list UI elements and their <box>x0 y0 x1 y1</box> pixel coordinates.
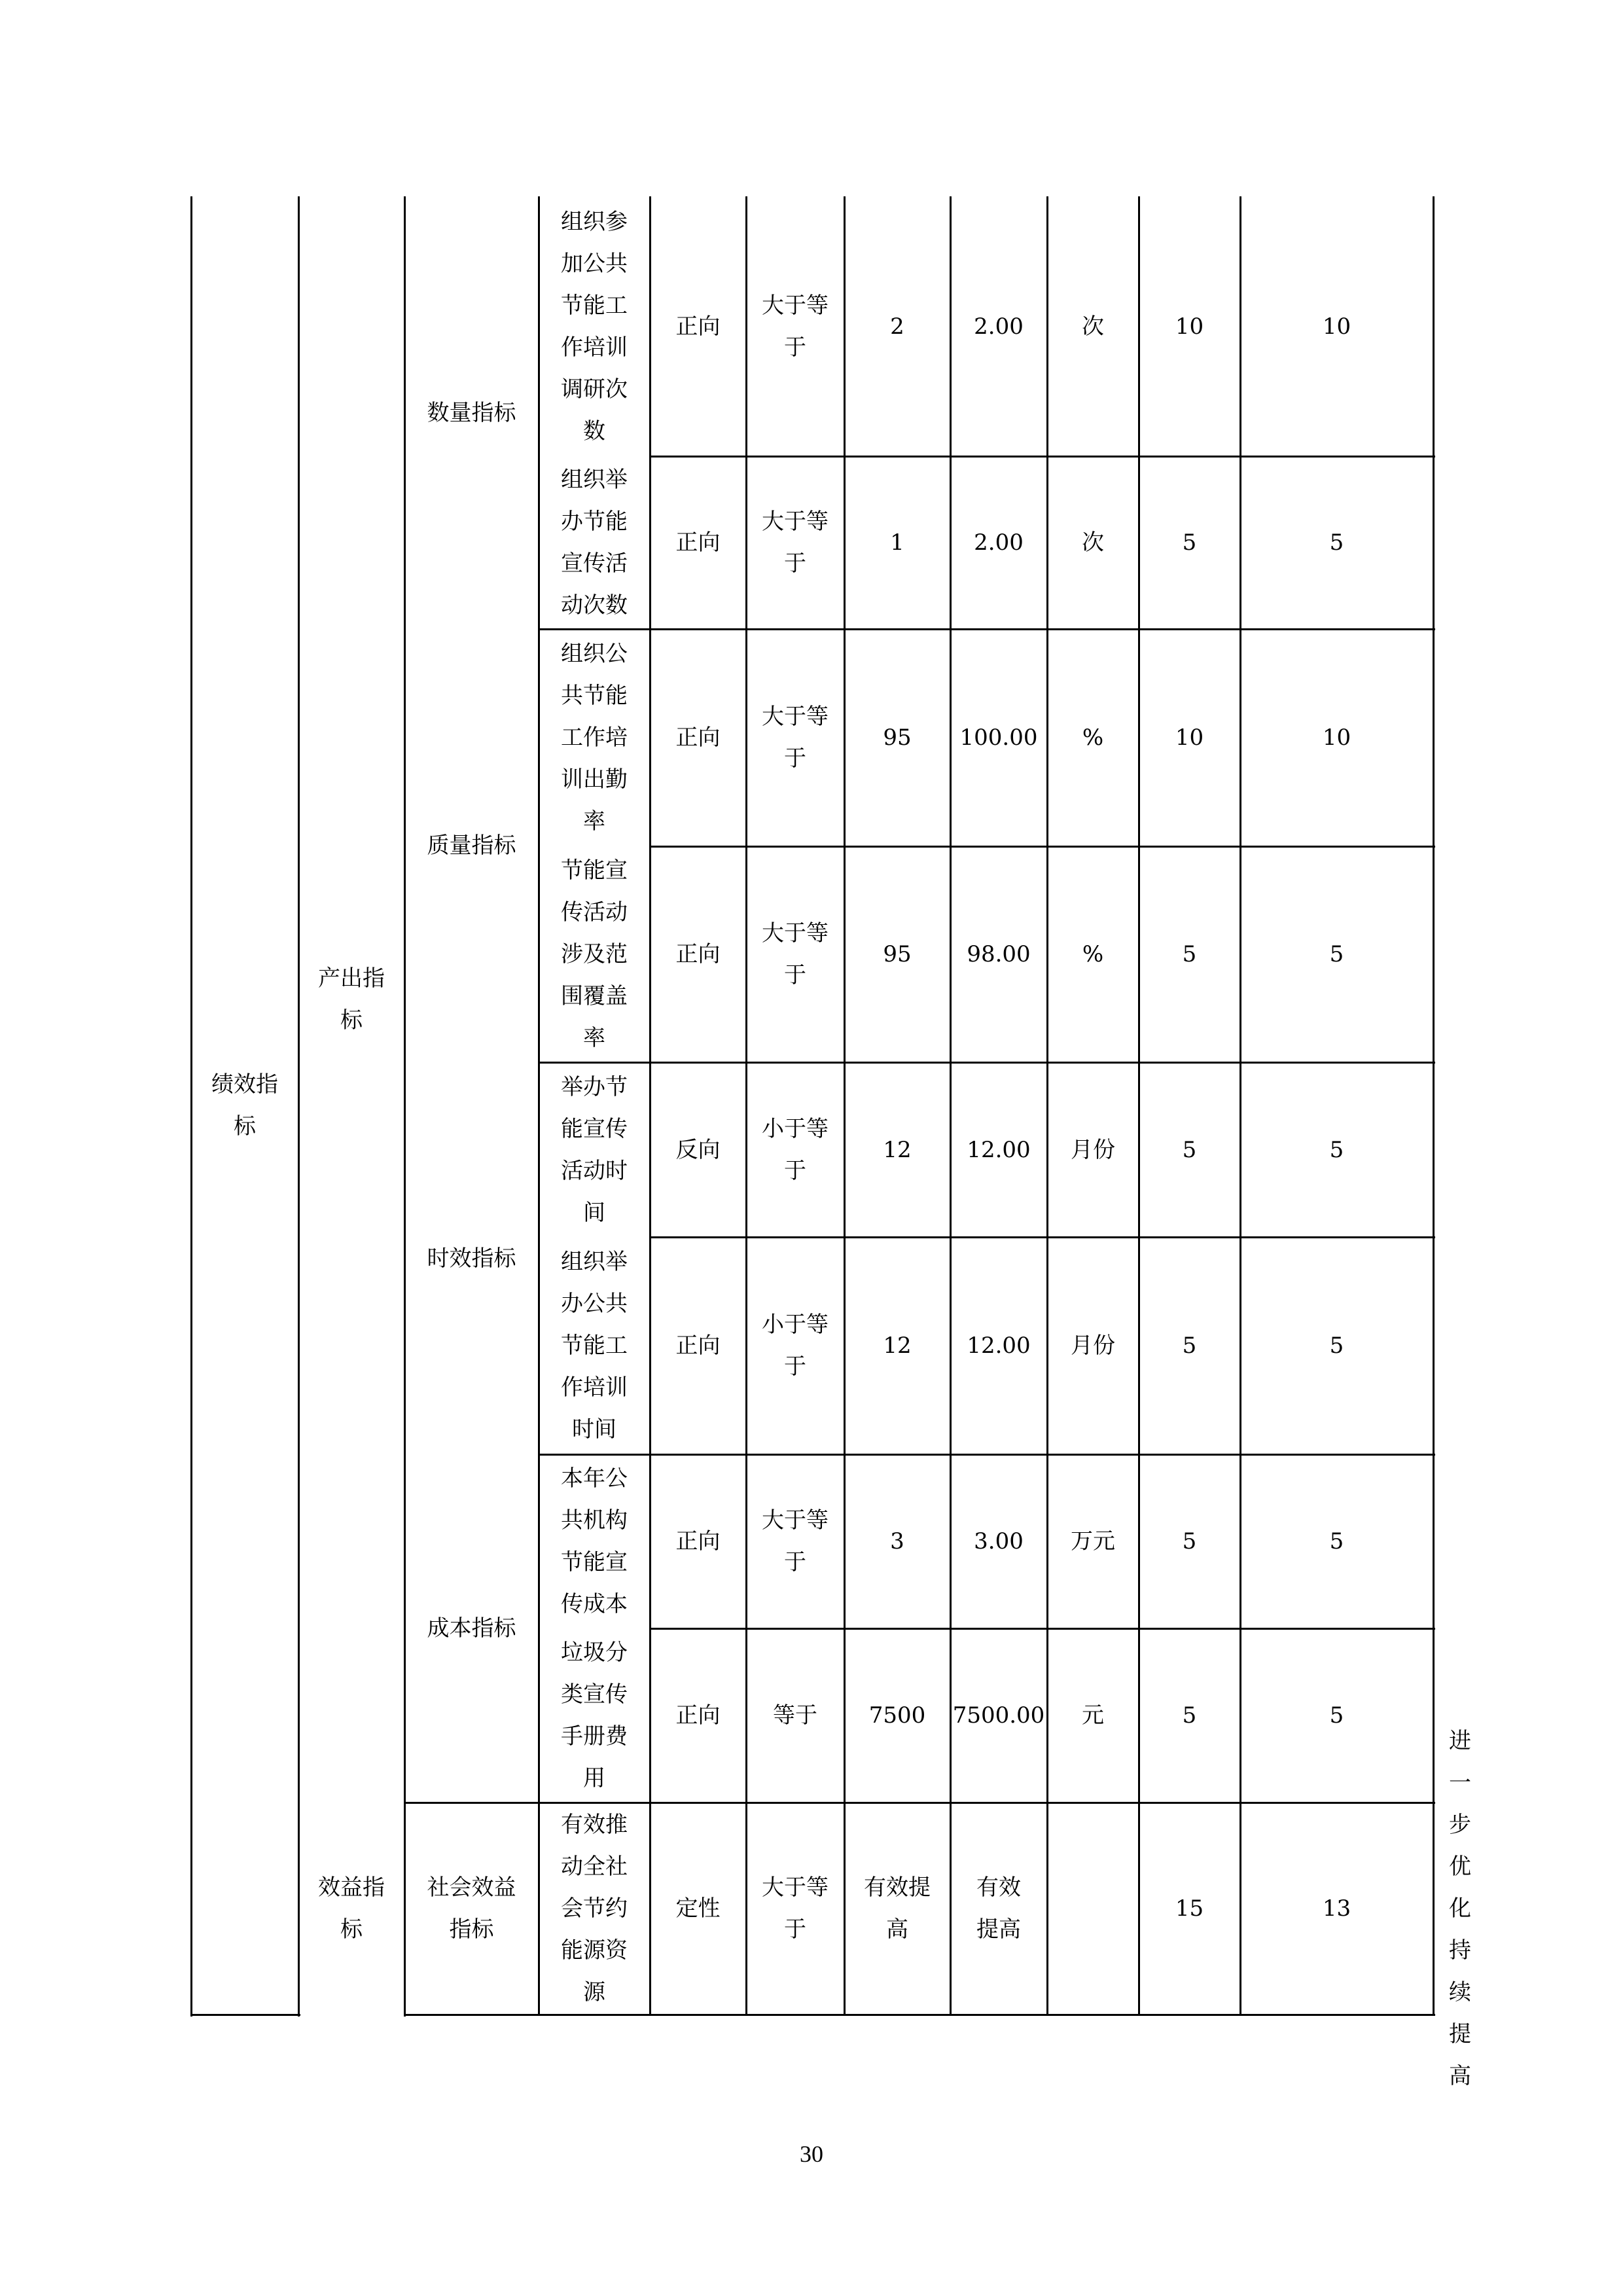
indicator-weight-cell: 10 <box>1175 725 1204 751</box>
indicator-name-cell: 组织公共节能工作培训出勤率 <box>561 641 628 834</box>
indicator-target-cell: 12 <box>883 1333 912 1359</box>
indicator-direction-cell: 反向 <box>675 1136 721 1163</box>
level1-indicator-cell: 绩效指标 <box>211 1071 278 1139</box>
indicator-relation-cell: 小于等于 <box>762 1115 829 1184</box>
indicator-relation-cell: 大于等于 <box>762 1874 829 1943</box>
indicator-unit-cell: 万元 <box>1071 1528 1115 1554</box>
indicator-weight-cell: 5 <box>1182 1528 1197 1554</box>
indicator-actual-cell: 3.00 <box>974 1528 1024 1554</box>
level2-benefit-cell: 效益指标 <box>318 1874 385 1943</box>
indicator-score-cell: 5 <box>1329 1528 1344 1554</box>
indicator-unit-cell: % <box>1082 941 1104 967</box>
indicator-weight-cell: 5 <box>1182 1136 1197 1163</box>
indicator-actual-cell: 12.00 <box>967 1333 1031 1359</box>
indicator-target-cell: 1 <box>890 529 904 556</box>
indicator-name-cell: 举办节能宣传活动时间 <box>561 1073 628 1226</box>
indicator-score-cell: 10 <box>1322 313 1351 340</box>
level3-indicator-cell: 成本指标 <box>427 1615 516 1641</box>
indicator-unit-cell: 月份 <box>1071 1333 1115 1359</box>
level3-indicator-cell: 社会效益指标 <box>427 1874 516 1943</box>
indicator-name-cell: 节能宣传活动涉及范围覆盖率 <box>561 857 628 1051</box>
indicator-direction-cell: 正向 <box>675 529 721 556</box>
indicator-actual-cell: 98.00 <box>967 941 1031 967</box>
indicator-actual-cell: 2.00 <box>974 313 1024 340</box>
indicator-actual-cell: 12.00 <box>967 1136 1031 1163</box>
indicator-reason-cell <box>1433 846 1465 1062</box>
indicator-direction-cell: 定性 <box>675 1895 721 1922</box>
indicator-relation-cell: 大于等于 <box>762 920 829 988</box>
indicator-name-cell: 本年公共机构节能宣传成本 <box>561 1465 628 1617</box>
indicator-reason-cell <box>1433 196 1465 456</box>
indicator-target-cell: 95 <box>883 725 912 751</box>
indicator-name-cell: 组织举办公共节能工作培训时间 <box>561 1249 628 1443</box>
indicator-score-cell: 5 <box>1329 529 1344 556</box>
indicator-actual-cell: 2.00 <box>974 529 1024 556</box>
indicator-target-cell: 3 <box>890 1528 904 1554</box>
indicator-direction-cell: 正向 <box>675 1528 721 1554</box>
indicator-direction-cell: 正向 <box>675 725 721 751</box>
indicator-direction-cell: 正向 <box>675 313 721 340</box>
level3-indicator-cell: 质量指标 <box>427 833 516 859</box>
level3-indicator-cell: 数量指标 <box>427 399 516 426</box>
indicator-actual-cell: 7500.00 <box>952 1702 1045 1729</box>
indicator-target-cell: 95 <box>883 941 912 967</box>
indicator-weight-cell: 15 <box>1175 1895 1204 1922</box>
indicator-target-cell: 2 <box>890 313 904 340</box>
indicator-unit-cell: 次 <box>1082 313 1104 340</box>
indicator-reason-cell: 进一步优化持续提高 <box>1449 1728 1471 2089</box>
indicator-unit-cell: 月份 <box>1071 1136 1115 1163</box>
indicator-reason-cell <box>1433 1237 1465 1454</box>
indicator-unit-cell: 元 <box>1082 1702 1104 1729</box>
indicator-relation-cell: 大于等于 <box>762 292 829 361</box>
indicator-direction-cell: 正向 <box>675 1333 721 1359</box>
page-number: 30 <box>800 2141 823 2167</box>
indicator-unit-cell: 次 <box>1082 529 1104 556</box>
indicator-score-cell: 5 <box>1329 1136 1344 1163</box>
indicator-reason-cell <box>1433 1062 1465 1237</box>
indicator-score-cell: 5 <box>1329 941 1344 967</box>
indicator-name-cell: 组织举办节能宣传活动次数 <box>561 467 628 619</box>
indicator-weight-cell: 5 <box>1182 529 1197 556</box>
indicator-weight-cell: 5 <box>1182 941 1197 967</box>
indicator-direction-cell: 正向 <box>675 1702 721 1729</box>
indicator-relation-cell: 大于等于 <box>762 704 829 772</box>
indicator-target-cell: 7500 <box>868 1702 926 1729</box>
indicator-reason-cell <box>1433 1454 1465 1628</box>
indicator-unit-cell: % <box>1082 725 1104 751</box>
indicator-name-cell: 组织参加公共节能工作培训调研次数 <box>561 208 628 444</box>
indicator-reason-cell <box>1433 629 1465 846</box>
indicator-unit-cell <box>1047 1803 1139 2015</box>
indicator-weight-cell: 5 <box>1182 1333 1197 1359</box>
indicator-relation-cell: 小于等于 <box>762 1312 829 1380</box>
indicator-weight-cell: 5 <box>1182 1702 1197 1729</box>
indicator-relation-cell: 大于等于 <box>762 509 829 577</box>
indicator-target-cell: 12 <box>883 1136 912 1163</box>
indicator-score-cell: 5 <box>1329 1702 1344 1729</box>
indicator-actual-cell: 有效提高 <box>976 1874 1021 1943</box>
indicator-actual-cell: 100.00 <box>959 725 1038 751</box>
indicator-score-cell: 10 <box>1322 725 1351 751</box>
indicator-relation-cell: 大于等于 <box>762 1507 829 1575</box>
level2-output-cell: 产出指标 <box>318 965 385 1033</box>
indicator-weight-cell: 10 <box>1175 313 1204 340</box>
indicator-score-cell: 13 <box>1322 1895 1351 1922</box>
indicator-reason-cell <box>1433 456 1465 629</box>
performance-indicator-table <box>191 196 1471 2089</box>
indicator-direction-cell: 正向 <box>675 941 721 967</box>
indicator-name-cell: 有效推动全社会节约能源资源 <box>561 1812 628 2005</box>
indicator-relation-cell: 等于 <box>773 1702 817 1729</box>
indicator-name-cell: 垃圾分类宣传手册费用 <box>561 1640 628 1791</box>
indicator-target-cell: 有效提高 <box>864 1874 931 1943</box>
indicator-score-cell: 5 <box>1329 1333 1344 1359</box>
level3-indicator-cell: 时效指标 <box>427 1245 516 1272</box>
